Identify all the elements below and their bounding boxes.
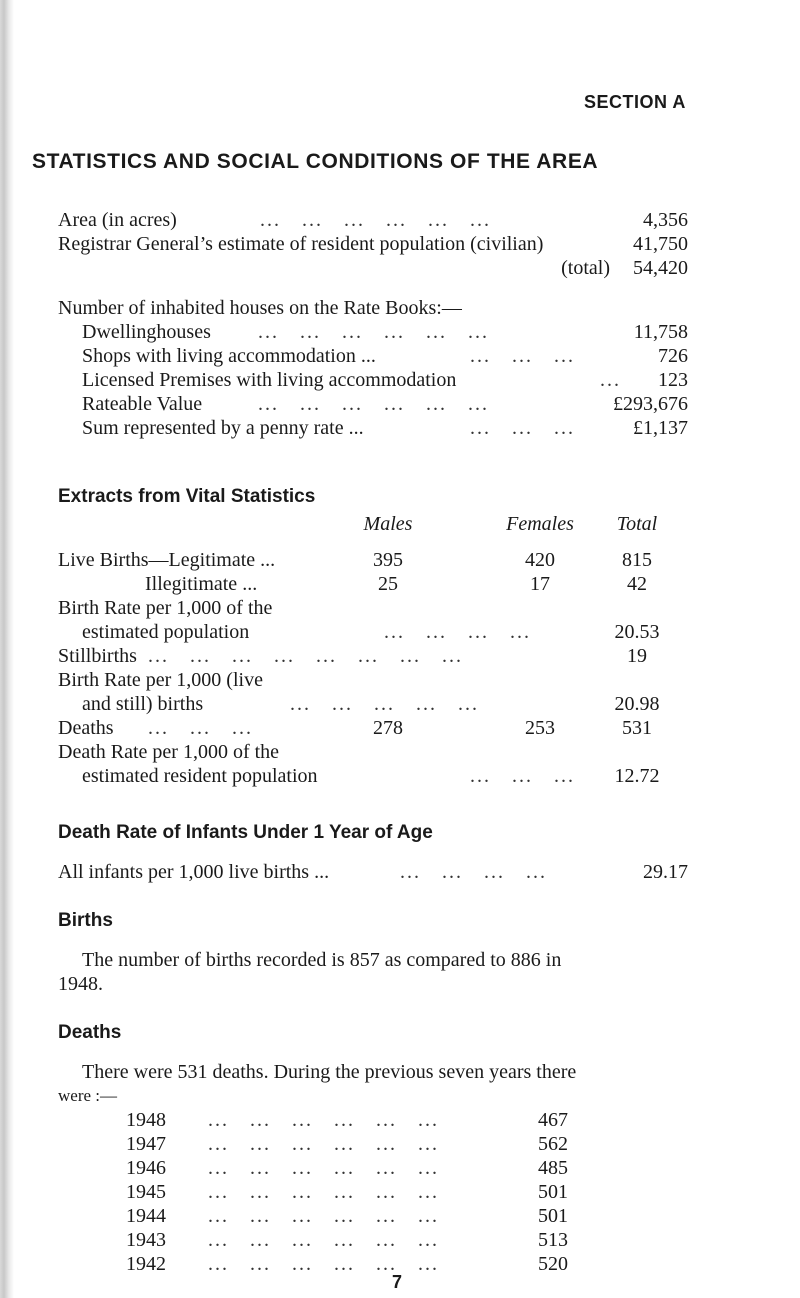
- live-births-illegitimate-label: Illegitimate ...: [145, 573, 258, 595]
- leader-dots: ... ... ... ... ... ...: [258, 393, 489, 415]
- infant-death-rate-label: All infants per 1,000 live births ...: [58, 861, 330, 883]
- leader-dots: ... ... ... ... ... ...: [208, 1133, 439, 1155]
- leader-dots: ... ... ... ... ... ...: [208, 1229, 439, 1251]
- column-header-total: Total: [616, 513, 658, 535]
- main-title: STATISTICS AND SOCIAL CONDITIONS OF THE AREA: [32, 150, 599, 173]
- deaths-year-value: 520: [538, 1253, 568, 1275]
- deaths-text-line1: There were 531 deaths. During the previous seven years there: [82, 1061, 577, 1083]
- deaths-label: Deaths: [58, 717, 114, 739]
- deaths-year-value: 467: [538, 1109, 568, 1131]
- leader-dots: ... ... ... ... ... ...: [208, 1253, 439, 1275]
- population-total-value: 54,420: [633, 257, 688, 279]
- stillbirths-total: 19: [627, 645, 647, 667]
- leader-dots: ... ... ... ... ...: [290, 693, 479, 715]
- column-header-males: Males: [363, 513, 413, 535]
- rateable-value-label: Rateable Value: [82, 393, 203, 415]
- deaths-total: 531: [622, 717, 652, 739]
- leader-dots: ... ... ... ...: [400, 861, 547, 883]
- penny-rate-value: £1,137: [633, 417, 688, 439]
- deaths-year: 1944: [126, 1205, 166, 1227]
- births-text-line1: The number of births recorded is 857 as compared to 886 in: [82, 949, 562, 971]
- deaths-year: 1948: [126, 1109, 166, 1131]
- deaths-year: 1947: [126, 1133, 166, 1155]
- live-births-legitimate-total: 815: [622, 549, 652, 571]
- population-total-label: (total): [561, 257, 610, 279]
- deaths-year: 1945: [126, 1181, 166, 1203]
- deaths-year: 1943: [126, 1229, 166, 1251]
- live-births-legitimate-females: 420: [525, 549, 555, 571]
- birth-rate-label-line1: Birth Rate per 1,000 of the: [58, 597, 273, 619]
- deaths-year-value: 485: [538, 1157, 568, 1179]
- licensed-premises-value: 123: [658, 369, 688, 391]
- deaths-year: 1946: [126, 1157, 166, 1179]
- infant-death-rate-value: 29.17: [643, 861, 688, 883]
- deaths-year-value: 513: [538, 1229, 568, 1251]
- birth-rate-total: 20.53: [614, 621, 660, 643]
- shops-value: 726: [658, 345, 688, 367]
- leader-dots: ... ... ... ... ... ...: [208, 1205, 439, 1227]
- deaths-year-value: 562: [538, 1133, 568, 1155]
- stillbirths-label: Stillbirths: [58, 645, 137, 667]
- leader-dots: ... ... ... ... ... ...: [258, 321, 489, 343]
- birth-rate-live-still-label-line1: Birth Rate per 1,000 (live: [58, 669, 263, 691]
- dwellinghouses-value: 11,758: [633, 321, 688, 343]
- births-text-line2: 1948.: [58, 973, 103, 995]
- penny-rate-label: Sum represented by a penny rate ...: [82, 417, 364, 439]
- leader-dots: ... ... ... ... ... ... ... ...: [148, 645, 463, 667]
- leader-dots: ... ... ... ...: [384, 621, 531, 643]
- leader-dots: ... ... ... ... ... ...: [208, 1109, 439, 1131]
- area-label: Area (in acres): [58, 209, 177, 231]
- page-binding-edge: [0, 0, 14, 1298]
- area-value: 4,356: [643, 209, 688, 231]
- deaths-year-value: 501: [538, 1181, 568, 1203]
- live-births-illegitimate-total: 42: [627, 573, 647, 595]
- leader-dots: ... ... ... ... ... ...: [208, 1157, 439, 1179]
- vital-statistics-heading: Extracts from Vital Statistics: [58, 486, 316, 507]
- leader-dots: ... ... ... ... ... ...: [208, 1181, 439, 1203]
- deaths-year-value: 501: [538, 1205, 568, 1227]
- infant-death-rate-heading: Death Rate of Infants Under 1 Year of Age: [58, 822, 433, 843]
- live-births-illegitimate-females: 17: [530, 573, 550, 595]
- deaths-year: 1942: [126, 1253, 166, 1275]
- section-label: SECTION A: [584, 92, 686, 112]
- leader-dots: ... ... ...: [148, 717, 253, 739]
- leader-dots: ... ... ...: [470, 417, 575, 439]
- licensed-premises-label: Licensed Premises with living accommodation: [82, 369, 457, 391]
- leader-dots: ... ... ...: [470, 765, 575, 787]
- houses-heading: Number of inhabited houses on the Rate Books:—: [58, 297, 462, 319]
- page-number: 7: [392, 1272, 403, 1292]
- leader-dots: ...: [600, 369, 621, 391]
- death-rate-label-line1: Death Rate per 1,000 of the: [58, 741, 280, 763]
- births-heading: Births: [58, 910, 113, 931]
- death-rate-total: 12.72: [614, 765, 660, 787]
- birth-rate-label-line2: estimated population: [82, 621, 250, 643]
- deaths-text-line2: were :—: [58, 1086, 118, 1105]
- deaths-males: 278: [373, 717, 403, 739]
- population-civilian-label: Registrar General’s estimate of resident population (civilian): [58, 233, 544, 255]
- death-rate-label-line2: estimated resident population: [82, 765, 318, 787]
- live-births-legitimate-label: Live Births—Legitimate ...: [58, 549, 276, 571]
- leader-dots: ... ... ... ... ... ...: [260, 209, 491, 231]
- column-header-females: Females: [506, 513, 574, 535]
- rateable-value-value: £293,676: [613, 393, 688, 415]
- deaths-females: 253: [525, 717, 555, 739]
- live-births-legitimate-males: 395: [373, 549, 403, 571]
- dwellinghouses-label: Dwellinghouses: [82, 321, 211, 343]
- population-civilian-value: 41,750: [633, 233, 688, 255]
- live-births-illegitimate-males: 25: [378, 573, 398, 595]
- birth-rate-live-still-total: 20.98: [614, 693, 660, 715]
- deaths-heading: Deaths: [58, 1022, 122, 1043]
- birth-rate-live-still-label-line2: and still) births: [82, 693, 204, 715]
- shops-label: Shops with living accommodation ...: [82, 345, 376, 367]
- leader-dots: ... ... ...: [470, 345, 575, 367]
